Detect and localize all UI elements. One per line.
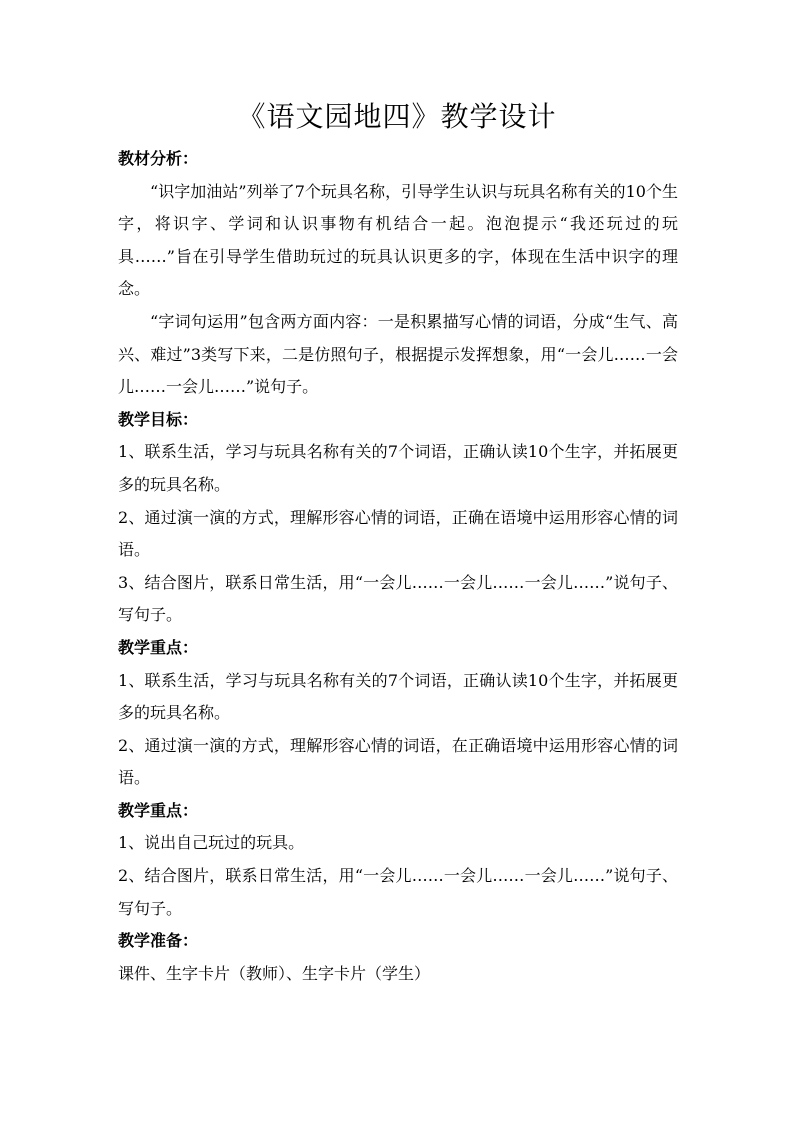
section-heading-preparation: 教学准备： [118, 931, 199, 951]
section-heading-key-points: 教学重点： [118, 637, 199, 657]
key-point-item: 1、联系生活，学习与玩具名称有关的7个词语，正确认读10个生字，并拓展更多的玩具名称。 [118, 670, 678, 723]
analysis-paragraph: “字词句运用”包含两方面内容：一是积累描写心情的词语，分成“生气、高兴、难过”3类写下来，二是仿照句子，根据提示发挥想象，用“一会儿……一会儿……一会儿……”说句子。 [118, 311, 678, 397]
section-heading-goals: 教学目标： [118, 409, 199, 429]
document-title: 《语文园地四》教学设计 [237, 100, 557, 133]
section-heading-analysis: 教材分析： [118, 149, 199, 168]
section-heading-difficulties: 教学重点： [118, 800, 199, 820]
difficulty-item: 1、说出自己玩过的玩具。 [118, 833, 305, 853]
goal-item: 2、通过演一演的方式，理解形容心情的词语，正确在语境中运用形容心情的词语。 [118, 507, 678, 560]
goal-item: 3、结合图片，联系日常生活，用“一会儿……一会儿……一会儿……”说句子、写句子。 [118, 572, 678, 625]
document-body [118, 143, 678, 990]
difficulty-item: 2、结合图片，联系日常生活，用“一会儿……一会儿……一会儿……”说句子、写句子。 [118, 866, 678, 918]
analysis-paragraph: “识字加油站”列举了7个玩具名称，引导学生认识与玩具名称有关的10个生字，将识字、学词和认识事物有机结合一起。泡泡提示“我还玩过的玩具……”旨在引导学生借助玩过的玩具认识更多的字，体现在生活中识字的理念。 [118, 181, 678, 299]
goal-item: 1、联系生活，学习与玩具名称有关的7个词语，正确认读10个生字，并拓展更多的玩具名称。 [118, 442, 678, 494]
preparation-text: 课件、生字卡片（教师）、生字卡片（学生） [118, 963, 431, 983]
key-point-item: 2、通过演一演的方式，理解形容心情的词语，在正确语境中运用形容心情的词语。 [118, 735, 678, 788]
